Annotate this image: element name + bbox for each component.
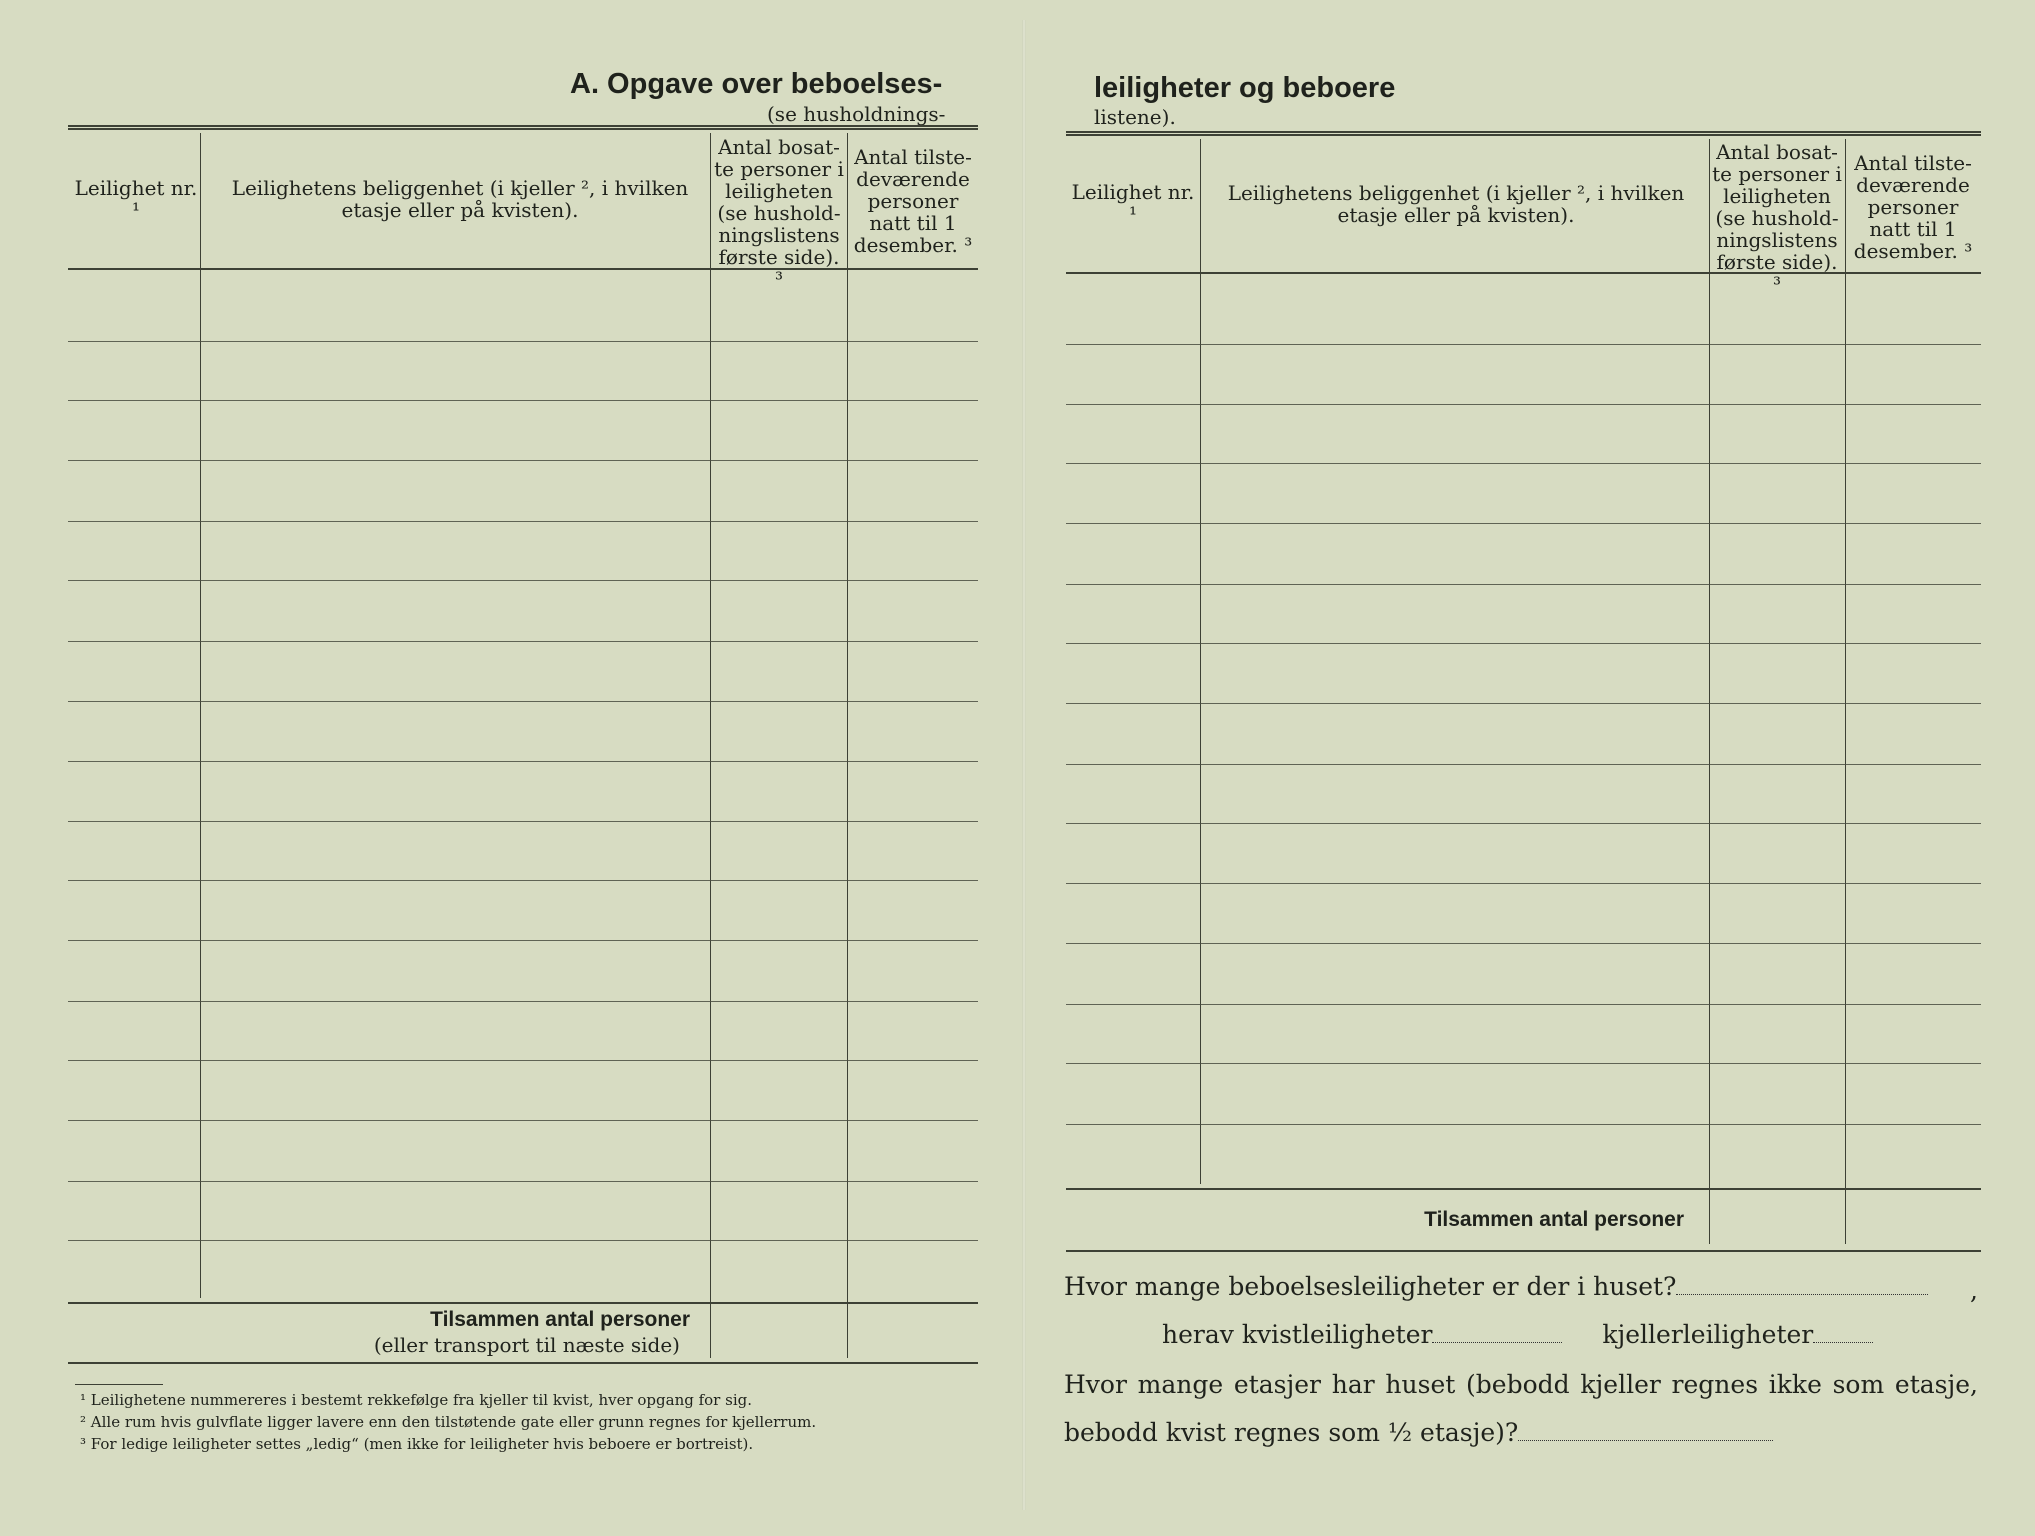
answer-kjeller-line[interactable]: [1813, 1341, 1873, 1343]
right-divider-1: [1200, 139, 1201, 1184]
answer-apartments-line[interactable]: [1676, 1293, 1928, 1295]
table-row[interactable]: [68, 641, 978, 642]
table-row[interactable]: [68, 1181, 978, 1182]
left-top-rule: [68, 125, 978, 130]
right-col-leilighet: Leilighet nr. ¹: [1071, 180, 1195, 226]
footnote-3: ³ For ledige leiligheter settes „ledig“ (men ikke for leiligheter hvis beboere er bortreist).: [80, 1435, 754, 1453]
table-row[interactable]: [1066, 1004, 1981, 1005]
table-row[interactable]: [1066, 1063, 1981, 1064]
answer-floors-line[interactable]: [1518, 1439, 1773, 1441]
table-row[interactable]: [68, 821, 978, 822]
question-apartments: [1064, 1272, 1928, 1301]
label-kvistleiligheter: herav kvistleiligheter: [1162, 1320, 1433, 1349]
table-row[interactable]: [68, 521, 978, 522]
left-col-beliggenhet: Leilighetens beliggenhet (i kjeller ², i hvilken etasje eller på kvisten).: [231, 176, 689, 222]
question-apartments-comma: ,: [1970, 1276, 1978, 1305]
table-row[interactable]: [1066, 643, 1981, 644]
right-divider-2: [1709, 139, 1710, 1244]
table-row[interactable]: [68, 1120, 978, 1121]
table-row[interactable]: [1066, 764, 1981, 765]
left-divider-3: [847, 133, 848, 1358]
answer-kvist-line[interactable]: [1432, 1341, 1562, 1343]
question-floors-cont: [1064, 1418, 1773, 1447]
table-row[interactable]: [1066, 404, 1981, 405]
table-row[interactable]: [1066, 703, 1981, 704]
table-row[interactable]: [68, 341, 978, 342]
right-header-rule: [1066, 272, 1981, 274]
table-row[interactable]: [1066, 823, 1981, 824]
right-col-bosatte: Antal bosat-te personer i leiligheten (se hushold-ningslistens første side). ³: [1712, 140, 1842, 296]
right-col-beliggenhet: Leilighetens beliggenhet (i kjeller ², i hvilken etasje eller på kvisten).: [1227, 181, 1685, 227]
table-row[interactable]: [68, 701, 978, 702]
table-row[interactable]: [68, 940, 978, 941]
table-row[interactable]: [1066, 584, 1981, 585]
table-row[interactable]: [1066, 463, 1981, 464]
right-top-rule: [1066, 131, 1981, 136]
left-col-leilighet: Leilighet nr. ¹: [74, 176, 198, 222]
table-row[interactable]: [1066, 523, 1981, 524]
table-row[interactable]: [68, 1240, 978, 1241]
question-apartments-text: Hvor mange beboelsesleiligheter er der i huset?: [1064, 1272, 1677, 1301]
left-sum-sublabel: (eller transport til næste side): [373, 1333, 680, 1357]
right-col-tilstede: Antal tilste-deværende personer natt til 1 desember. ³: [1853, 151, 1973, 263]
table-row[interactable]: [68, 1060, 978, 1061]
right-title: leiligheter og beboere: [1094, 72, 1396, 104]
right-divider-3: [1845, 139, 1846, 1244]
question-floors-cont-text: bebodd kvist regnes som ½ etasje)?: [1064, 1418, 1519, 1447]
right-sum-label: Tilsammen antal personer: [1424, 1208, 1684, 1231]
table-row[interactable]: [68, 880, 978, 881]
left-sum-label: Tilsammen antal personer: [430, 1308, 690, 1331]
table-row[interactable]: [1066, 344, 1981, 345]
table-row[interactable]: [68, 400, 978, 401]
footnote-2: ² Alle rum hvis gulvflate ligger lavere enn den tilstøtende gate eller grunn regnes for kjellerrum.: [80, 1413, 817, 1431]
right-sum-top-rule: [1066, 1188, 1981, 1190]
left-sum-top-rule: [68, 1302, 978, 1304]
footnote-1: ¹ Leilighetene nummereres i bestemt rekkefølge fra kjeller til kvist, hver opgang for sig.: [80, 1391, 752, 1409]
question-kvist-kjeller: [1162, 1320, 1873, 1349]
left-divider-2: [710, 133, 711, 1358]
label-kjellerleiligheter: kjellerleiligheter: [1602, 1320, 1814, 1349]
left-title: A. Opgave over beboelses-: [570, 68, 943, 100]
page-fold: [1022, 20, 1026, 1510]
table-row[interactable]: [68, 761, 978, 762]
table-row[interactable]: [68, 460, 978, 461]
table-row[interactable]: [68, 1001, 978, 1002]
table-row[interactable]: [68, 580, 978, 581]
table-row[interactable]: [1066, 1124, 1981, 1125]
left-divider-1: [200, 133, 201, 1298]
left-col-tilstede: Antal tilste-deværende personer natt til 1 desember. ³: [853, 145, 973, 257]
left-col-bosatte: Antal bosat-te personer i leiligheten (se hushold-ningslistens første side). ³: [714, 135, 844, 291]
footnote-separator: [75, 1384, 163, 1385]
table-row[interactable]: [1066, 943, 1981, 944]
table-row[interactable]: [1066, 883, 1981, 884]
left-subtitle: (se husholdnings-: [767, 102, 946, 126]
right-sum-bottom-rule: [1066, 1250, 1981, 1252]
question-floors: Hvor mange etasjer har huset (bebodd kjeller regnes ikke som etasje,: [1064, 1370, 1978, 1399]
right-subtitle: listene).: [1094, 105, 1176, 129]
left-sum-bottom-rule: [68, 1362, 978, 1364]
